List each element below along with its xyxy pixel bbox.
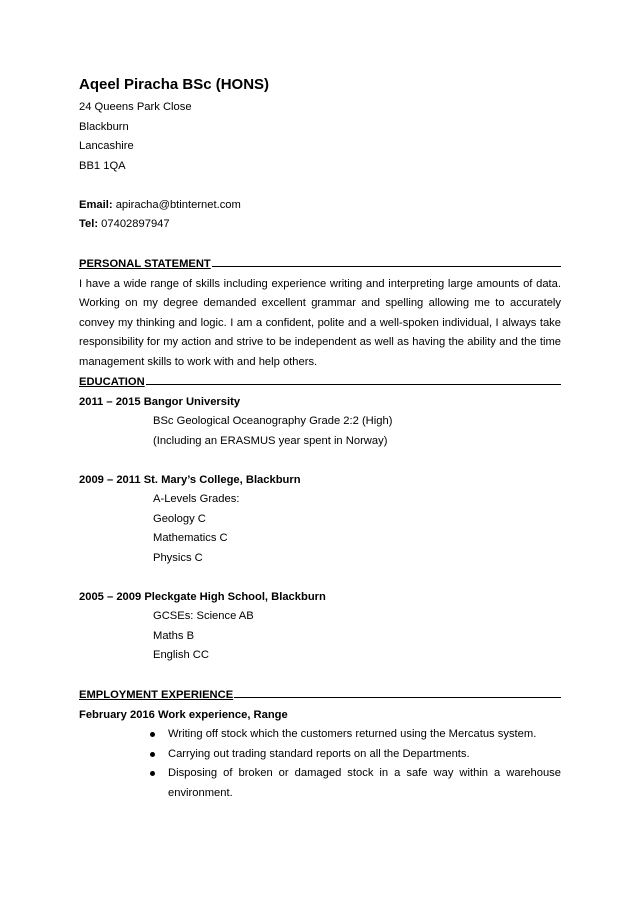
education-heading-text: EDUCATION [79, 376, 145, 388]
email-value[interactable]: apiracha@btinternet.com [115, 198, 241, 211]
candidate-name: Aqeel Piracha BSc (HONS) [79, 76, 270, 93]
personal-statement-heading [79, 254, 561, 275]
education-detail: A-Levels Grades: [153, 493, 240, 505]
email-label: Email: [79, 198, 113, 211]
education-detail: Geology C [153, 512, 206, 525]
employment-heading [79, 685, 561, 706]
education-detail: Mathematics C [153, 532, 228, 544]
employment-duties-list [79, 725, 561, 803]
list-item: Writing off stock which the customers returned using the Mercatus system. [149, 725, 561, 745]
education-detail: (Including an ERASMUS year spent in Norway) [153, 434, 388, 447]
education-entry-title: 2009 – 2011 St. Mary’s College, Blackburn [79, 473, 301, 486]
education-entry [79, 588, 561, 666]
personal-statement-text: I have a wide range of skills including experience writing and interpreting large amounts of data. Working on my degree demanded excellent grammar and spelling allowing me to accurately convey my thinking and logic. I am a confident, polite and a well-spoken individual, I always take responsibility for my action and strive to be independent as well as having the ability and the time management skills to work with and help others. [79, 277, 561, 368]
employment-entry [79, 706, 561, 804]
tel-row [79, 215, 561, 235]
personal-statement-heading-text: PERSONAL STATEMENT [79, 258, 211, 270]
education-detail: Physics C [153, 551, 203, 564]
address-line-3: Lancashire [79, 140, 134, 152]
tel-value: 07402897947 [101, 218, 170, 230]
heading-rule [212, 254, 561, 267]
education-detail: English CC [153, 649, 209, 661]
employment-entry-title: February 2016 Work experience, Range [79, 708, 288, 721]
education-entry-title: 2011 – 2015 Bangor University [79, 395, 241, 408]
address-line-4: BB1 1QA [79, 159, 126, 172]
list-item: Disposing of broken or damaged stock in a safe way within a warehouse environment. [149, 764, 561, 803]
cv-page [79, 74, 561, 803]
address-line-1: 24 Queens Park Close [79, 101, 192, 113]
list-item: Carrying out trading standard reports on all the Departments. [149, 745, 561, 765]
employment-heading-text: EMPLOYMENT EXPERIENCE [79, 689, 234, 701]
education-detail: Maths B [153, 629, 195, 642]
email-row [79, 196, 561, 216]
heading-rule [234, 685, 561, 698]
education-heading [79, 372, 561, 393]
tel-label: Tel: [79, 218, 99, 230]
address-line-2: Blackburn [79, 120, 129, 133]
education-entry-title: 2005 – 2009 Pleckgate High School, Blackburn [79, 590, 326, 603]
education-entry [79, 393, 561, 452]
education-detail: BSc Geological Oceanography Grade 2:2 (High) [153, 415, 393, 427]
education-detail: GCSEs: Science AB [153, 610, 254, 622]
heading-rule [146, 372, 561, 385]
education-entry [79, 471, 561, 569]
